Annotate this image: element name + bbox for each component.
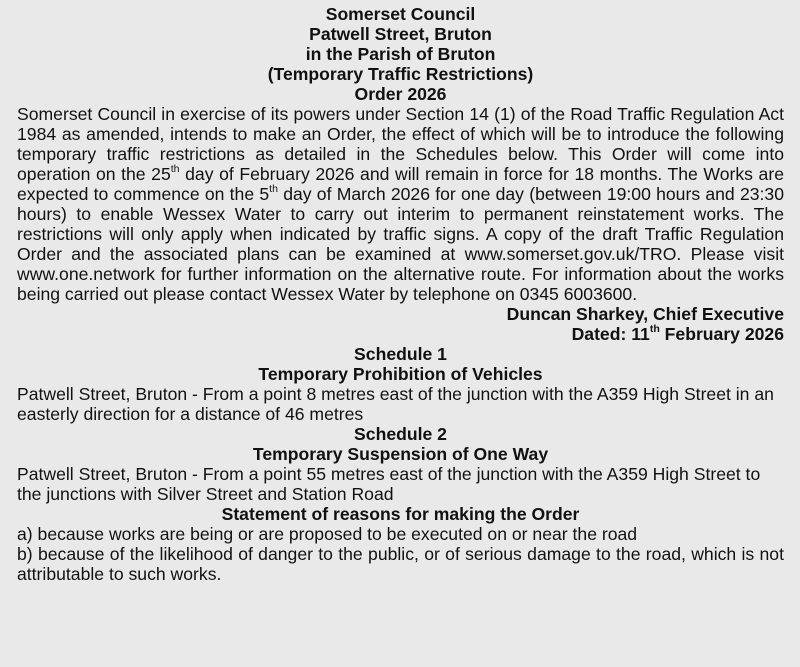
ordinal-suffix: th	[170, 163, 180, 176]
schedule-2-title: Schedule 2	[354, 424, 447, 444]
schedule-1-title: Schedule 1	[354, 344, 447, 364]
order-title: Order 2026	[354, 84, 447, 104]
reason-b: b) because of the likelihood of danger to the public, or of serious damage to the road, which is not attributable to such works.	[17, 544, 784, 584]
parish-title: in the Parish of Bruton	[305, 44, 496, 64]
date-line	[17, 324, 784, 344]
ordinal-suffix: th	[649, 323, 660, 336]
schedule-1-subtitle: Temporary Prohibition of Vehicles	[258, 364, 543, 384]
date-suffix: February 2026	[659, 324, 784, 344]
reasons-title: Statement of reasons for making the Order	[221, 504, 580, 524]
street-title: Patwell Street, Bruton	[309, 24, 492, 44]
date-prefix: Dated: 11	[571, 324, 650, 344]
reason-a: a) because works are being or are proposed to be executed on or near the road	[17, 524, 638, 544]
council-name: Somerset Council	[325, 4, 476, 24]
signatory: Duncan Sharkey, Chief Executive	[506, 304, 784, 324]
intro-text-part-3: day of March 2026 for one day (between 19:00 hours and 23:30 hours) to enable Wessex Water to carry out interim to permanent reinstatement works. The restrictions will only apply when indicated by traffic signs. A copy of the draft Traffic Regulation Order and the associated plans can be examined at www.somerset.gov.uk/TRO. Please visit www.one.network for further information on the alternative route. For information about the works being carried out please contact Wessex Water by telephone on 0345 6003600.	[17, 184, 784, 304]
restriction-title: (Temporary Traffic Restrictions)	[267, 64, 534, 84]
schedule-2-text: Patwell Street, Bruton - From a point 55 metres east of the junction with the A359 High Street to the junctions with Silver Street and Station Road	[17, 464, 761, 504]
intro-paragraph	[17, 104, 784, 304]
intro-text-part-1: Somerset Council in exercise of its powers under Section 14 (1) of the Road Traffic Regulation Act 1984 as amended, intends to make an Order, the effect of which will be to introduce the following temporary traffic restrictions as detailed in the Schedules below. This Order will come into operation on the 25	[17, 104, 784, 184]
intro-text-part-2: day of February 2026 and will remain in force for 18 months. The Works are expected to commence on the 5	[17, 164, 784, 204]
schedule-2-subtitle: Temporary Suspension of One Way	[252, 444, 549, 464]
schedule-1-text: Patwell Street, Bruton - From a point 8 metres east of the junction with the A359 High Street in an easterly direction for a distance of 46 metres	[17, 384, 774, 424]
ordinal-suffix: th	[269, 183, 278, 196]
